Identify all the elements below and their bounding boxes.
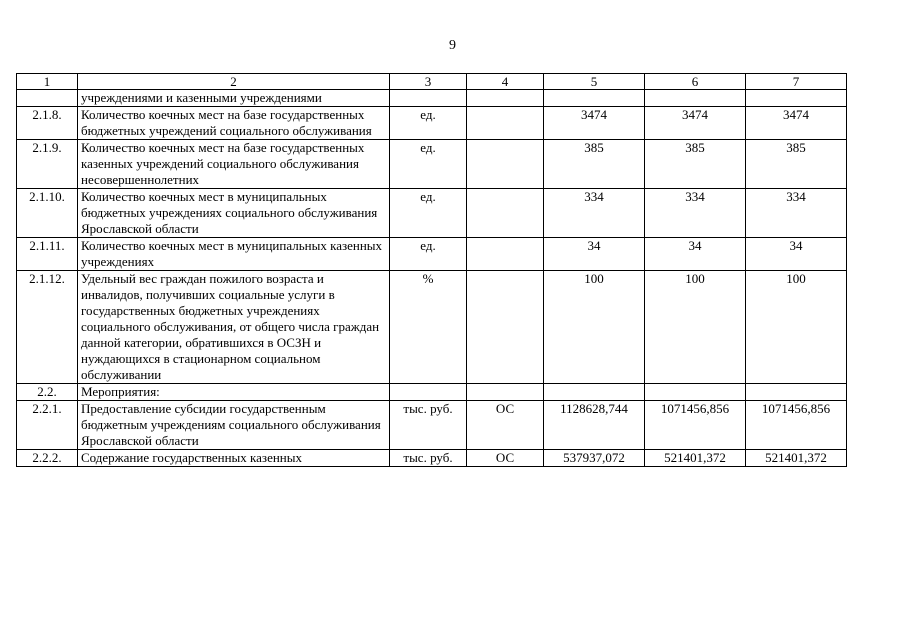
table-row <box>17 189 847 238</box>
cell-source <box>467 90 544 107</box>
cell-value-7: 34 <box>746 238 847 271</box>
cell-source: ОС <box>467 401 544 450</box>
cell-name: учреждениями и казенными учреждениями <box>78 90 390 107</box>
cell-source <box>467 189 544 238</box>
cell-num: 2.2. <box>17 384 78 401</box>
cell-unit <box>390 384 467 401</box>
column-header: 1 <box>17 74 78 90</box>
table-row <box>17 450 847 467</box>
cell-num <box>17 90 78 107</box>
column-header: 4 <box>467 74 544 90</box>
continuation-row <box>17 90 847 107</box>
cell-unit: ед. <box>390 107 467 140</box>
cell-value-6: 3474 <box>645 107 746 140</box>
cell-value-5: 334 <box>544 189 645 238</box>
cell-value-7: 385 <box>746 140 847 189</box>
cell-num: 2.1.11. <box>17 238 78 271</box>
page-number: 9 <box>449 38 456 53</box>
cell-value-5 <box>544 90 645 107</box>
cell-value-7: 521401,372 <box>746 450 847 467</box>
cell-value-5: 34 <box>544 238 645 271</box>
cell-source <box>467 140 544 189</box>
column-header: 6 <box>645 74 746 90</box>
cell-value-5: 537937,072 <box>544 450 645 467</box>
cell-unit: тыс. руб. <box>390 401 467 450</box>
table-row <box>17 401 847 450</box>
cell-source <box>467 384 544 401</box>
cell-value-7: 1071456,856 <box>746 401 847 450</box>
cell-value-6 <box>645 384 746 401</box>
cell-unit: % <box>390 271 467 384</box>
cell-value-6: 385 <box>645 140 746 189</box>
cell-name: Содержание государственных казенных <box>78 450 390 467</box>
cell-source <box>467 271 544 384</box>
cell-value-5: 3474 <box>544 107 645 140</box>
cell-source <box>467 238 544 271</box>
cell-value-6: 100 <box>645 271 746 384</box>
cell-name: Мероприятия: <box>78 384 390 401</box>
cell-num: 2.1.12. <box>17 271 78 384</box>
cell-value-7 <box>746 90 847 107</box>
cell-num: 2.2.2. <box>17 450 78 467</box>
cell-unit: тыс. руб. <box>390 450 467 467</box>
cell-value-5: 385 <box>544 140 645 189</box>
cell-value-6: 34 <box>645 238 746 271</box>
table-row <box>17 271 847 384</box>
cell-value-6 <box>645 90 746 107</box>
cell-name: Удельный вес граждан пожилого возраста и инвалидов, получивших социальные услуги в государственных бюджетных учреждениях социального обслуживания, от общего числа граждан данной категории, обратившихся в ОСЗН и нуждающихся в стационарном социальном обслуживании <box>78 271 390 384</box>
cell-value-7: 3474 <box>746 107 847 140</box>
column-header: 5 <box>544 74 645 90</box>
cell-num: 2.1.8. <box>17 107 78 140</box>
cell-source <box>467 107 544 140</box>
table-row <box>17 107 847 140</box>
column-header: 7 <box>746 74 847 90</box>
cell-value-7: 334 <box>746 189 847 238</box>
cell-unit: ед. <box>390 140 467 189</box>
cell-name: Количество коечных мест на базе государственных бюджетных учреждений социального обслуживания <box>78 107 390 140</box>
cell-unit <box>390 90 467 107</box>
indicators-table <box>16 73 847 467</box>
cell-num: 2.1.10. <box>17 189 78 238</box>
cell-value-7: 100 <box>746 271 847 384</box>
cell-value-5 <box>544 384 645 401</box>
cell-name: Количество коечных мест в муниципальных бюджетных учреждениях социального обслуживания Ярославской области <box>78 189 390 238</box>
cell-source: ОС <box>467 450 544 467</box>
cell-value-7 <box>746 384 847 401</box>
cell-name: Предоставление субсидии государственным бюджетным учреждениям социального обслуживания Ярославской области <box>78 401 390 450</box>
table-row <box>17 238 847 271</box>
column-header: 3 <box>390 74 467 90</box>
table-row <box>17 140 847 189</box>
table-header-row <box>17 74 847 90</box>
cell-name: Количество коечных мест в муниципальных казенных учреждениях <box>78 238 390 271</box>
cell-name: Количество коечных мест на базе государственных казенных учреждений социального обслуживания несовершеннолетних <box>78 140 390 189</box>
cell-value-6: 1071456,856 <box>645 401 746 450</box>
cell-value-5: 100 <box>544 271 645 384</box>
cell-num: 2.1.9. <box>17 140 78 189</box>
cell-value-6: 334 <box>645 189 746 238</box>
cell-value-6: 521401,372 <box>645 450 746 467</box>
table-row <box>17 384 847 401</box>
column-header: 2 <box>78 74 390 90</box>
cell-value-5: 1128628,744 <box>544 401 645 450</box>
cell-unit: ед. <box>390 189 467 238</box>
cell-num: 2.2.1. <box>17 401 78 450</box>
cell-unit: ед. <box>390 238 467 271</box>
